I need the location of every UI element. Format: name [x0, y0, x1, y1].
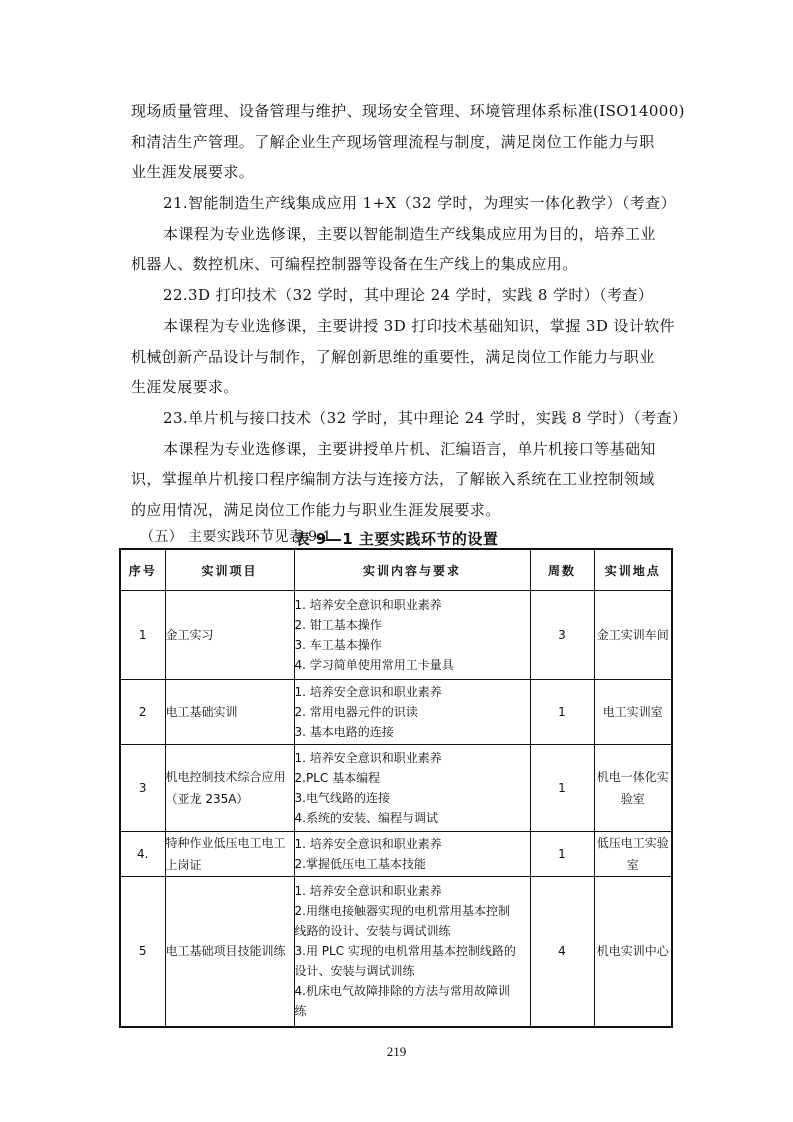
table-row: [120, 832, 672, 877]
body-text-line: 现场质量管理、设备管理与维护、现场安全管理、环境管理体系标准(ISO14000): [131, 102, 685, 120]
training-place: 机电实训中心: [594, 877, 672, 1027]
body-text-line: 识，掌握单片机接口程序编制方法与连接方法，了解嵌入系统在工业控制领域: [131, 470, 655, 488]
content-item: 4.机床电气故障排除的方法与常用故障训: [294, 984, 510, 999]
course-heading-22: 22.3D 打印技术（32 学时，其中理论 24 学时，实践 8 学时）（考查）: [163, 286, 654, 304]
section-heading: （五） 主要实践环节见表 9-1: [140, 529, 332, 545]
content-item: 1. 培养安全意识和职业素养: [294, 598, 442, 612]
weeks: 1: [530, 745, 594, 832]
body-text-line: 和清洁生产管理。了解企业生产现场管理流程与制度，满足岗位工作能力与职: [131, 133, 655, 151]
header-place: 实训地点: [594, 549, 672, 591]
content-item: 1. 培养安全意识和职业素养: [294, 837, 442, 851]
content-item: 4.系统的安装、编程与调试: [294, 811, 438, 825]
training-content: [294, 877, 530, 1027]
row-number: 3: [120, 745, 165, 832]
training-name: 电工基础项目技能训练: [165, 877, 294, 1027]
table-row: [120, 680, 672, 745]
training-place: 电工实训室: [594, 680, 672, 745]
table-row: [120, 591, 672, 680]
header-no: 序号: [120, 549, 165, 591]
body-text-line: 的应用情况，满足岗位工作能力与职业生涯发展要求。: [131, 501, 501, 519]
training-name: 特种作业低压电工电工上岗证: [165, 832, 294, 877]
content-item: 线路的设计、安装与调试训练: [294, 924, 451, 939]
content-item: 1. 培养安全意识和职业素养: [294, 884, 442, 899]
content-item: 2.用继电接触器实现的电机常用基本控制: [294, 904, 510, 919]
body-text-line: 本课程为专业选修课，主要讲授 3D 打印技术基础知识，掌握 3D 设计软件: [163, 317, 676, 335]
row-number: 4.: [120, 832, 165, 877]
content-item: 3.用 PLC 实现的电机常用基本控制线路的: [294, 944, 516, 959]
training-content: [294, 745, 530, 832]
body-text-line: 业生涯发展要求。: [131, 163, 255, 181]
content-item: 2. 常用电器元件的识读: [294, 705, 418, 719]
table-caption: 表 9—1 主要实践环节的设置: [294, 530, 499, 548]
content-item: 2. 钳工基本操作: [294, 618, 382, 632]
training-name: 机电控制技术综合应用（亚龙 235A）: [165, 745, 294, 832]
training-name: 金工实习: [165, 591, 294, 680]
content-item: 2.PLC 基本编程: [294, 771, 381, 785]
weeks: 1: [530, 680, 594, 745]
weeks: 4: [530, 877, 594, 1027]
training-place: 机电一体化实验室: [594, 745, 672, 832]
content-item: 1. 培养安全意识和职业素养: [294, 685, 442, 699]
content-item: 3. 车工基本操作: [294, 638, 382, 652]
body-text-line: 机械创新产品设计与制作，了解创新思维的重要性，满足岗位工作能力与职业: [131, 348, 655, 366]
page-number: 219: [386, 1044, 407, 1059]
training-place: 金工实训车间: [594, 591, 672, 680]
training-place: 低压电工实验室: [594, 832, 672, 877]
content-item: 3. 基本电路的连接: [294, 725, 394, 739]
row-number: 1: [120, 591, 165, 680]
training-content: [294, 680, 530, 745]
header-item: 实训项目: [165, 549, 294, 591]
content-item: 3.电气线路的连接: [294, 791, 390, 805]
practice-table: [119, 548, 673, 1028]
body-text-line: 生涯发展要求。: [131, 378, 239, 396]
table-row: [120, 877, 672, 1027]
content-item: 2.掌握低压电工基本技能: [294, 857, 426, 871]
course-heading-23: 23.单片机与接口技术（32 学时，其中理论 24 学时，实践 8 学时）（考查）: [163, 409, 688, 427]
table-row: [120, 745, 672, 832]
body-text-line: 机器人、数控机床、可编程控制器等设备在生产线上的集成应用。: [131, 255, 578, 273]
body-text-line: 本课程为专业选修课，主要讲授单片机、汇编语言，单片机接口等基础知: [163, 440, 656, 458]
training-content: [294, 832, 530, 877]
content-item: 1. 培养安全意识和职业素养: [294, 751, 442, 765]
header-weeks: 周数: [530, 549, 594, 591]
content-item: 练: [294, 1004, 307, 1019]
training-name: 电工基础实训: [165, 680, 294, 745]
content-item: 设计、安装与调试训练: [294, 964, 415, 979]
weeks: 1: [530, 832, 594, 877]
body-text-line: 本课程为专业选修课，主要以智能制造生产线集成应用为目的，培养工业: [163, 225, 656, 243]
table-header-row: [120, 549, 672, 591]
row-number: 2: [120, 680, 165, 745]
weeks: 3: [530, 591, 594, 680]
header-content: 实训内容与要求: [294, 549, 530, 591]
row-number: 5: [120, 877, 165, 1027]
course-heading-21: 21.智能制造生产线集成应用 1+X（32 学时，为理实一体化教学）（考查）: [163, 194, 676, 212]
training-content: [294, 591, 530, 680]
content-item: 4. 学习简单使用常用工卡量具: [294, 658, 454, 672]
